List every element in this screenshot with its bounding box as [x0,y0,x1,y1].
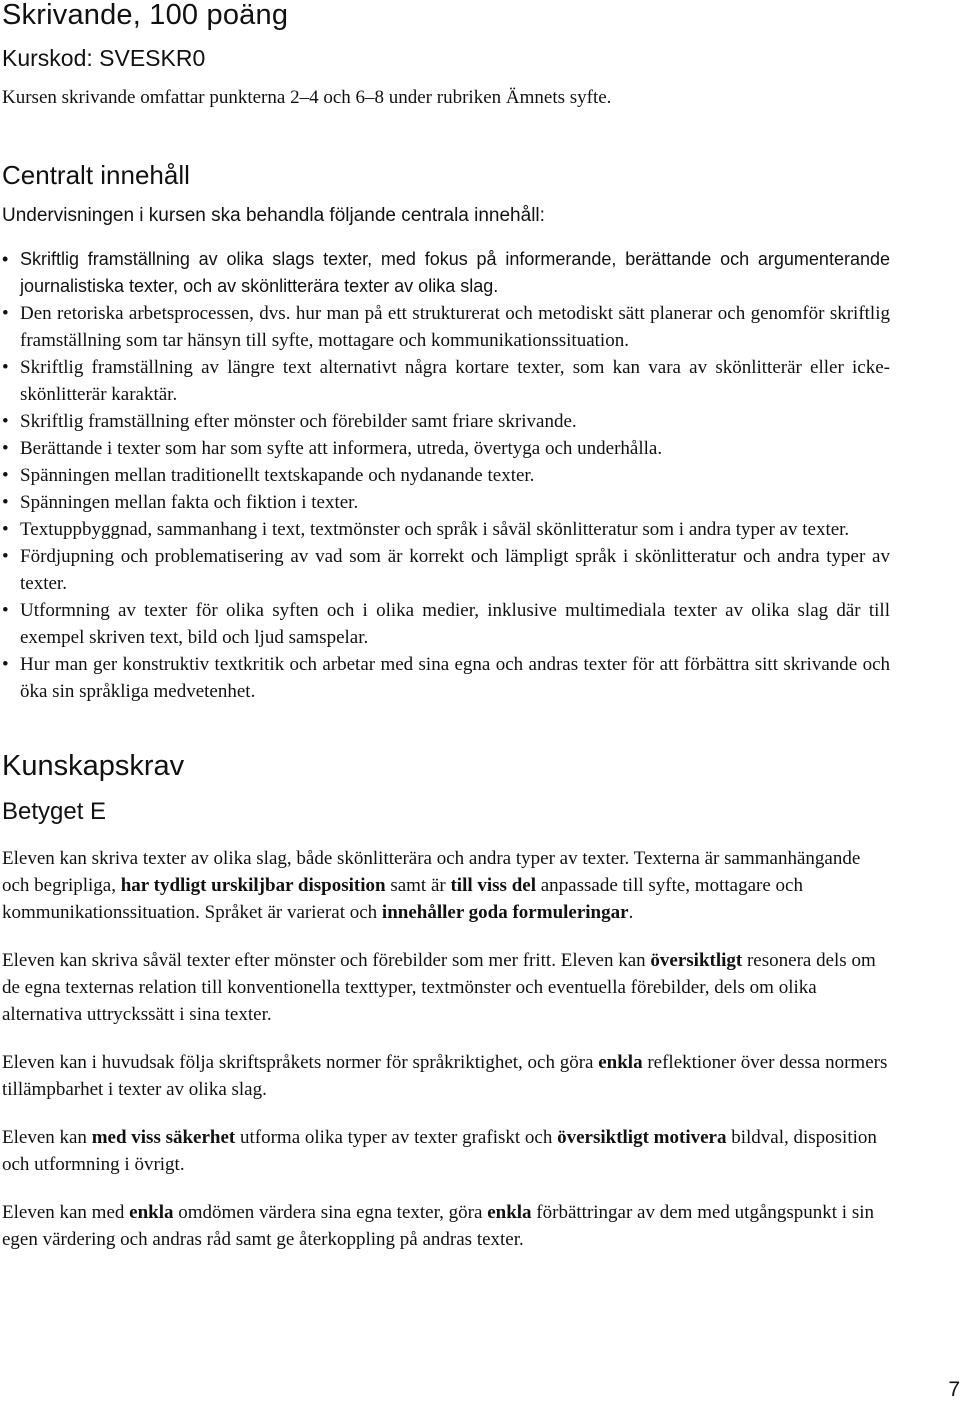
emphasis-text: översiktligt motivera [557,1127,727,1148]
central-content-lead: Undervisningen i kursen ska behandla följande centrala innehåll: [2,205,545,226]
list-item-text: Spänningen mellan fakta och fiktion i texter. [20,492,359,513]
emphasis-text: enkla [129,1202,174,1223]
list-item-text: Fördjupning och problematisering av vad som är korrekt och lämpligt språk i skönlitteratur och andra typer av texter. [20,546,890,594]
list-item [2,651,890,705]
text-run: förbättringar av dem med utgångspunkt i sin egen värdering och andras råd samt ge återkoppling på andras texter. [2,1202,875,1250]
central-content-list [2,246,890,705]
list-item-text: Skriftlig framställning av längre text alternativt några kortare texter, som kan vara av skönlitterär eller icke-skönlitterär karaktär. [20,357,890,405]
list-item-text: Utformning av texter för olika syften och i olika medier, inklusive multimediala texter av olika slag där till exempel skriven text, bild och ljud samspelar. [20,600,890,648]
list-item [2,435,890,462]
text-run: Eleven kan skriva såväl texter efter mönster och förebilder som mer fritt. Eleven kan [2,950,651,971]
list-item-text: Den retoriska arbetsprocessen, dvs. hur man på ett strukturerat och metodiskt sätt planerar och genomför skriftlig framställning som tar hänsyn till syfte, mottagare och kommunikationssituation. [20,303,890,351]
text-run: utforma olika typer av texter grafiskt och [235,1127,558,1148]
list-item-text: Skriftlig framställning efter mönster och förebilder samt friare skrivande. [20,411,577,432]
bullet-icon: • [2,438,9,459]
list-item-text: Hur man ger konstruktiv textkritik och arbetar med sina egna och andras texter för att förbättra sitt skrivande och öka sin språkliga medvetenhet. [20,654,890,702]
text-run: samt är [385,875,451,896]
bullet-icon: • [2,654,9,675]
list-item [2,543,890,597]
requirement-paragraph-1 [2,845,890,926]
requirement-paragraph-2 [2,947,890,1028]
bullet-icon: • [2,519,9,540]
requirements-heading: Kunskapskrav [2,750,185,782]
bullet-icon: • [2,492,9,513]
text-run: anpassade till syfte, mottagare och kommunikationssituation. Språket är varierat och [2,875,803,923]
emphasis-text: enkla [598,1052,643,1073]
list-item-text: Skriftlig framställning av olika slags texter, med fokus på informerande, berättande och argumenterande journalistiska texter, och av skönlitterära texter av olika slag. [20,249,890,296]
bullet-icon: • [2,357,9,378]
text-run: Eleven kan [2,1127,92,1148]
list-item [2,354,890,408]
requirement-paragraph-4 [2,1124,890,1178]
list-item [2,462,890,489]
list-item-text: Berättande i texter som har som syfte att informera, utreda, övertyga och underhålla. [20,438,663,459]
text-run: Eleven kan i huvudsak följa skriftspråkets normer för språkriktighet, och göra [2,1052,599,1073]
text-run: reflektioner över dessa normers tillämpbarhet i texter av olika slag. [2,1052,888,1100]
text-run: omdömen värdera sina egna texter, göra [173,1202,488,1223]
requirement-paragraph-3 [2,1049,890,1103]
intro-paragraph: Kursen skrivande omfattar punkterna 2–4 och 6–8 under rubriken Ämnets syfte. [2,87,612,108]
text-run: . [628,902,634,923]
list-item [2,300,890,354]
list-item [2,516,890,543]
list-item-text: Spänningen mellan traditionellt textskapande och nydanande texter. [20,465,535,486]
course-code: Kurskod: SVESKR0 [2,45,206,71]
emphasis-text: har tydligt urskiljbar disposition [120,875,386,896]
text-run: Eleven kan skriva texter av olika slag, både skönlitterära och andra typer av texter. Texterna är sammanhängande och begripliga, [2,848,861,896]
central-content-heading: Centralt innehåll [2,160,190,190]
list-item-text: Textuppbyggnad, sammanhang i text, textmönster och språk i såväl skönlitteratur som i andra typer av texter. [20,519,850,540]
grade-heading: Betyget E [2,798,107,825]
emphasis-text: enkla [487,1202,532,1223]
bullet-icon: • [2,249,9,269]
bullet-icon: • [2,600,9,621]
list-item [2,246,890,300]
list-item [2,408,890,435]
list-item [2,597,890,651]
text-run: Eleven kan med [2,1202,130,1223]
bullet-icon: • [2,546,9,567]
emphasis-text: till viss del [450,875,536,896]
list-item [2,489,890,516]
text-run: bildval, disposition och utformning i övrigt. [2,1127,877,1175]
emphasis-text: med viss säkerhet [91,1127,236,1148]
bullet-icon: • [2,303,9,324]
requirement-paragraph-5 [2,1199,890,1253]
emphasis-text: innehåller goda formuleringar [381,902,629,923]
text-run: resonera dels om de egna texternas relation till konventionella texttyper, textmönster och eventuella förebilder, dels om olika alternativa uttryckssätt i sina texter. [2,950,876,1025]
page-number: 7 [948,1378,960,1401]
document-page [2,0,890,1253]
page-title: Skrivande, 100 poäng [2,0,289,31]
bullet-icon: • [2,465,9,486]
emphasis-text: översiktligt [650,950,743,971]
bullet-icon: • [2,411,9,432]
